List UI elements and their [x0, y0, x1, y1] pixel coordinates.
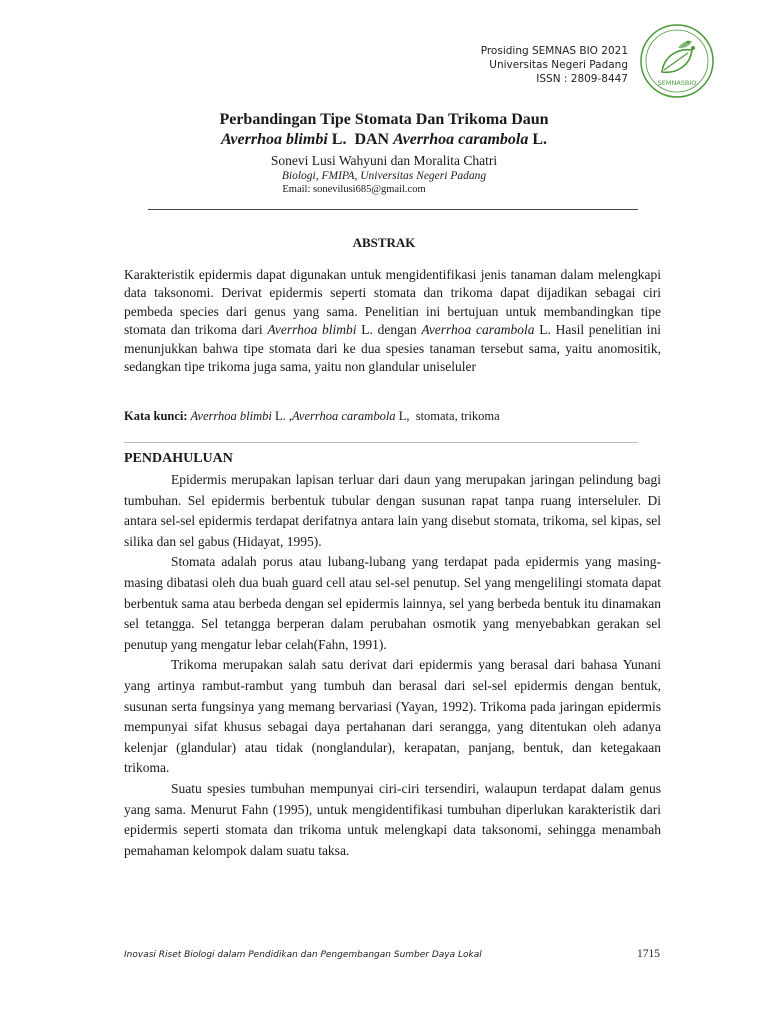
- footer-text: Inovasi Riset Biologi dalam Pendidikan dan Pengembangan Sumber Daya Lokal: [124, 950, 482, 960]
- abstract-species-1: Averrhoa blimbi: [267, 322, 357, 338]
- authors: Sonevi Lusi Wahyuni dan Moralita Chatri: [270, 153, 498, 168]
- author-email: Email: sonevilusi685@gmail.com: [282, 184, 426, 195]
- logo-text: SEMNASBIO: [657, 79, 697, 87]
- paragraph: Stomata adalah porus atau lubang-lubang yang terdapat pada epidermis yang masing-masing dibatasi oleh dua buah guard cell atau sel-sel penutup. Sel yang mengelilingi stomata dapat berbentuk sama atau berbeda dengan sel epidermis lainnya, sel yang berbeda bentuk itu dinamakan sel tetangga. Sel tetangga berperan dalam perubahan osmotik yang menyebabkan gerakan sel penutup yang mengatur lebar celah(Fahn, 1991).: [124, 554, 661, 652]
- semnasbio-logo-icon: [638, 22, 716, 100]
- abstract-text: [124, 266, 661, 376]
- keywords-divider: [124, 442, 638, 443]
- paragraph: Suatu spesies tumbuhan mempunyai ciri-ciri tersendiri, walaupun terdapat dalam genus yang sama. Menurut Fahn (1995), untuk mengidentifikasi tumbuhan diperlukan karakteristik dari epidermis seperti stomata dan trikoma untuk melengkapi data taksonomi, sehingga menambah pemahaman kelompok dalam suatu taksa.: [124, 780, 661, 858]
- paper-subtitle: [0, 130, 768, 150]
- header-line-2: Universitas Negeri Padang: [489, 59, 628, 71]
- keyword-species-2: Averrhoa carambola: [291, 409, 396, 423]
- abstract-species-2: Averrhoa carambola: [421, 322, 535, 338]
- paper-title: Perbandingan Tipe Stomata Dan Trikoma Daun: [219, 111, 549, 128]
- abstract-part-3: L. Hasil penelitian ini menunjukkan bahwa tipe stomata dari ke dua spesies tanaman tersebut sama, yaitu anomositik, sedangkan tipe trikoma juga sama, yaitu non glandular uniseluler: [124, 322, 661, 375]
- title-block: [0, 110, 768, 196]
- subtitle-connector: L. DAN: [327, 131, 394, 148]
- affiliation: Biologi, FMIPA, Universitas Negeri Padang: [281, 170, 487, 182]
- header-line-1: Prosiding SEMNAS BIO 2021: [480, 45, 628, 57]
- page-number: 1715: [637, 948, 660, 960]
- keywords-label: Kata kunci:: [124, 409, 188, 423]
- section-heading: PENDAHULUAN: [124, 451, 233, 466]
- section-body: [124, 470, 661, 861]
- keyword-rest: L, stomata, trikoma: [395, 409, 500, 423]
- keywords: [124, 408, 661, 424]
- abstract-part-1: Karakteristik epidermis dapat digunakan untuk mengidentifikasi jenis tanaman dalam melengkapi data taksonomi. Derivat epidermis seperti stomata dan trikoma dapat dijadikan sebagai ciri pembeda species dari genus yang sama. Penelitian ini bertujuan untuk membandingkan tipe stomata dan trikoma dari: [124, 267, 661, 338]
- subtitle-species-2: Averrhoa carambola: [393, 131, 529, 148]
- subtitle-species-1: Averrhoa blimbi: [220, 131, 328, 148]
- paragraph: Trikoma merupakan salah satu derivat dari epidermis yang berasal dari bahasa Yunani yang artinya rambut-rambut yang tumbuh dan berasal dari sel-sel epidermis dengan bentuk, susunan serta fungsinya yang memang bervariasi (Yayan, 1992). Trikoma pada jaringan epidermis mempunyai sifat khusus sebagai daya pertahanan dari serangga, yang ditentukan oleh adanya kelenjar (glandular) atau tidak (nonglandular), kerapatan, panjang, bentuk, dan ketegakaan trikoma.: [124, 657, 661, 776]
- keyword-sep: L. ,: [271, 409, 292, 423]
- header-line-3: ISSN : 2809-8447: [536, 73, 628, 85]
- proceedings-header: [481, 44, 628, 86]
- keyword-species-1: Averrhoa blimbi: [187, 409, 272, 423]
- paragraph: Epidermis merupakan lapisan terluar dari daun yang merupakan jaringan pelindung bagi tumbuhan. Sel epidermis berbentuk tubular dengan susunan rapat tanpa ruang interseluler. Di antara sel-sel epidermis terdapat derifatnya antara lain yang disebut stomata, trikoma, sel kipas, sel silika dan sel gabus (Hidayat, 1995).: [124, 472, 661, 549]
- title-divider: [148, 209, 638, 210]
- subtitle-end: L.: [528, 131, 548, 148]
- abstract-heading: ABSTRAK: [352, 235, 416, 250]
- abstract-part-2: L. dengan: [356, 322, 422, 338]
